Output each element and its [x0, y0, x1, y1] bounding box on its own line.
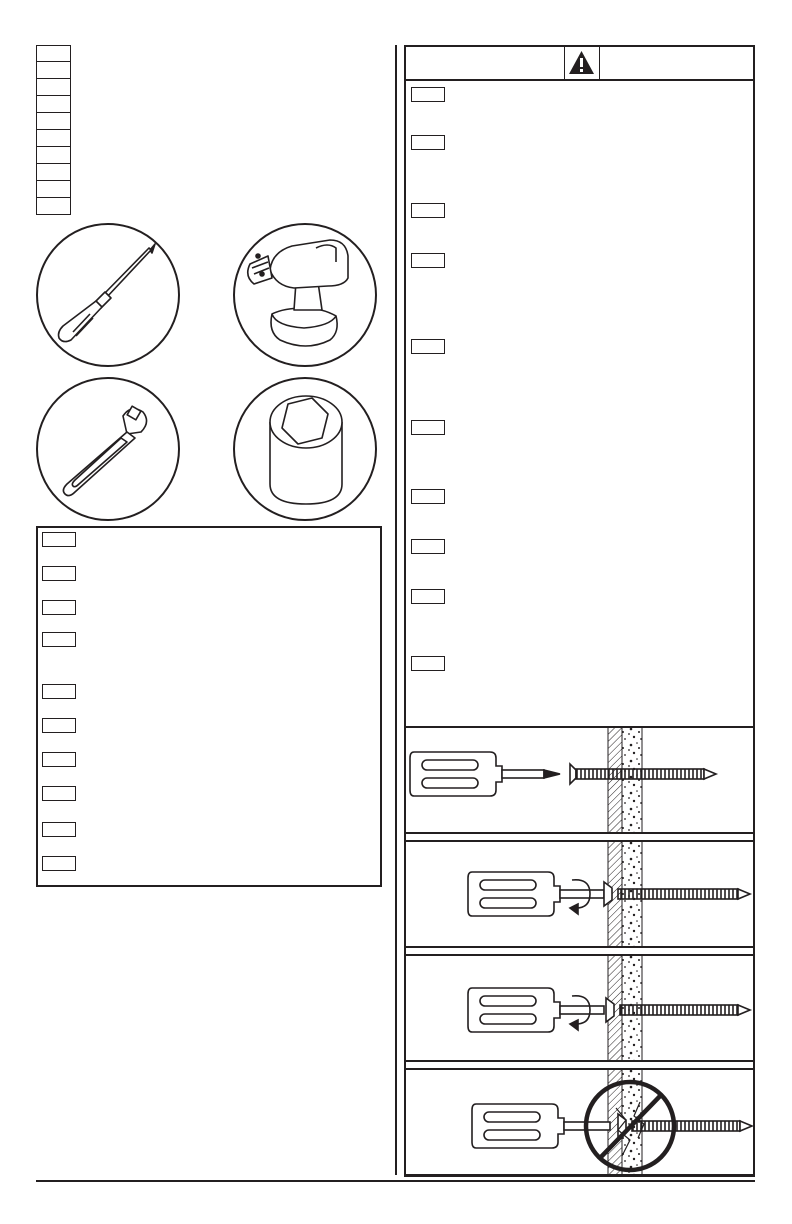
part-label-box — [36, 96, 71, 113]
warning-label-box — [411, 656, 445, 671]
screwdriver-icon — [35, 222, 181, 368]
part-label-box — [36, 164, 71, 181]
footer-rule — [36, 1180, 755, 1182]
warning-label-box — [411, 489, 445, 504]
part-label-box — [42, 856, 76, 871]
warning-label-box — [411, 253, 445, 268]
warning-label-box — [411, 339, 445, 354]
screw-insertion-step-3 — [404, 954, 755, 1062]
warning-label-box — [411, 135, 445, 150]
hex-socket-icon — [232, 376, 378, 522]
warning-icon-cell — [564, 47, 600, 79]
part-label-box — [36, 147, 71, 164]
part-label-box — [42, 566, 76, 581]
warning-label-box — [411, 87, 445, 102]
ratchet-wrench-icon — [35, 376, 181, 522]
part-label-box — [42, 718, 76, 733]
part-label-box — [42, 822, 76, 837]
screw-insertion-step-1 — [404, 726, 755, 834]
warning-label-box — [411, 539, 445, 554]
part-label-box — [36, 181, 71, 198]
power-drill-icon — [232, 222, 378, 368]
part-label-box — [42, 600, 76, 615]
part-label-box — [42, 684, 76, 699]
part-label-box — [36, 130, 71, 147]
part-label-box — [42, 786, 76, 801]
part-label-box — [36, 45, 71, 62]
part-label-box — [42, 632, 76, 647]
screw-insertion-step-2 — [404, 840, 755, 948]
warning-label-box — [411, 589, 445, 604]
warning-header — [406, 47, 753, 81]
screw-insertion-overtightened — [404, 1068, 755, 1176]
part-label-box — [36, 62, 71, 79]
column-divider — [395, 45, 397, 1175]
part-label-box — [36, 198, 71, 215]
part-label-box — [36, 113, 71, 130]
part-label-box — [42, 532, 76, 547]
part-label-stack — [36, 45, 71, 215]
warning-label-box — [411, 420, 445, 435]
part-label-box — [42, 752, 76, 767]
warning-triangle-icon — [565, 47, 598, 79]
part-label-box — [36, 79, 71, 96]
warning-label-box — [411, 203, 445, 218]
parts-list-box — [36, 526, 382, 887]
